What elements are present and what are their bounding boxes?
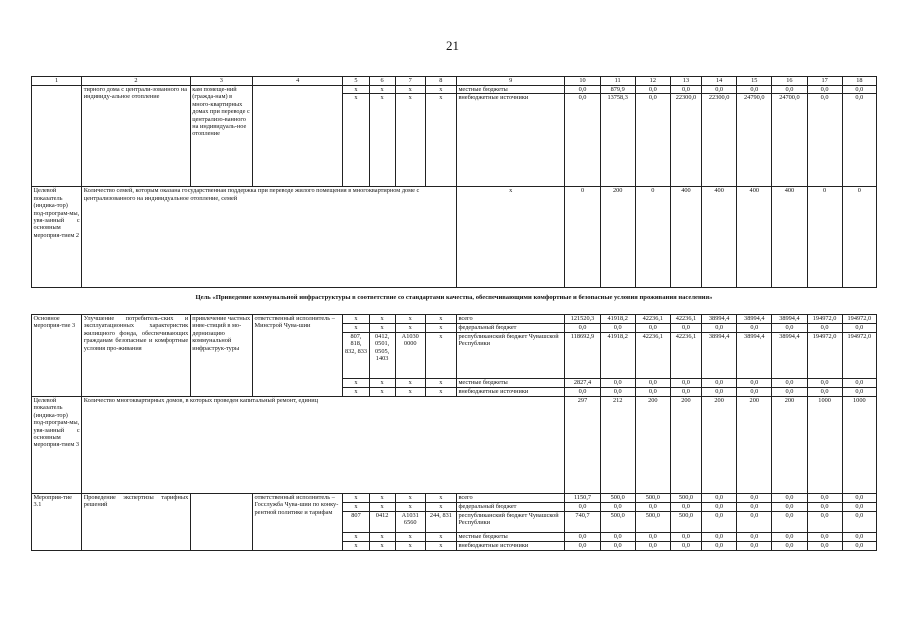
column-header: 16 (772, 77, 807, 86)
indicator-row: Целевой показатель (индика-тор) под-програм-мы, увя-занный с основным мероприя-тием 3 Количество многоквартирных домов, в которых проведен капитальный ремонт, единиц 297 212 200 200 200 200 200 1000 1000 (32, 397, 877, 494)
source-cell: местные бюджеты (456, 533, 565, 542)
activity-label: Основное мероприя-тие 3 (32, 315, 82, 397)
value-cell: 0,0 (807, 324, 842, 333)
value-cell: 0,0 (600, 379, 635, 388)
value-cell: 0,0 (842, 324, 876, 333)
value-cell: 0,0 (635, 503, 670, 512)
value-cell: 0,0 (670, 542, 701, 551)
column-header: 17 (807, 77, 842, 86)
value-cell: 0,0 (737, 324, 772, 333)
value-cell: 0,0 (842, 388, 876, 397)
value-cell: 0,0 (670, 379, 701, 388)
value-cell: 0,0 (702, 494, 737, 503)
value-cell: 0,0 (600, 533, 635, 542)
source-cell: внебюджетные источники (456, 94, 565, 187)
table-row: x x x x внебюджетные источники 0,0 13758,3 0,0 22300,0 22300,0 24790,0 24700,0 0,0 0,0 (32, 94, 877, 187)
indicator-label: Целевой показатель (индика-тор) под-програм-мы, увя-занный с основным мероприя-тием 3 (32, 397, 82, 494)
header-row (32, 77, 877, 86)
column-header: 8 (425, 77, 456, 86)
value-cell: 41918,2 (600, 333, 635, 379)
value-cell: 0,0 (737, 512, 772, 533)
column-header: 6 (369, 77, 395, 86)
indicator-row: Целевой показатель (индика-тор) под-програм-мы, увя-занный с основным мероприя-тием 2 Количество семей, которым оказана государственная поддержка при переводе жилого помещения в многоквартирном доме с централизованного на индивидуальное отопление, семей x 0 200 0 400 400 400 400 0 0 (32, 187, 877, 288)
source-cell: республиканский бюджет Чувашской Республики (456, 512, 565, 533)
executor-cell (253, 86, 343, 187)
column-header: 5 (343, 77, 369, 86)
value-cell: 121520,3 (565, 315, 600, 324)
activity-label: Мероприя-тие 3.1 (32, 494, 82, 551)
value-cell: 42236,1 (635, 333, 670, 379)
value-cell: 0,0 (702, 388, 737, 397)
value-cell: 0,0 (772, 533, 807, 542)
goal-cell (190, 494, 252, 551)
value-cell: 0,0 (842, 512, 876, 533)
value-cell: 500,0 (670, 494, 701, 503)
value-cell: 0,0 (635, 379, 670, 388)
activity-name-cell: Проведение экспертизы тарифных решений (82, 494, 191, 551)
column-header: 18 (842, 77, 876, 86)
activity-name-cell: тирного дома с централи-зованного на индивиду-альное отопление (82, 86, 191, 187)
value-cell: 500,0 (600, 512, 635, 533)
value-cell: 0,0 (772, 324, 807, 333)
goal-cell: кам помеще-ний (гражда-нам) в много-квартирных домах при переводе с централизо-ванного на индивидуаль-ное отопление (190, 86, 252, 187)
value-cell: 194972,0 (807, 333, 842, 379)
value-cell: 500,0 (600, 494, 635, 503)
value-cell: 0,0 (635, 542, 670, 551)
source-cell: федеральный бюджет (456, 324, 565, 333)
value-cell: 38994,4 (702, 333, 737, 379)
code-cell: 807 (343, 512, 369, 533)
column-header: 11 (600, 77, 635, 86)
value-cell: 0,0 (565, 388, 600, 397)
page-number: 21 (446, 38, 459, 53)
value-cell: 118692,9 (565, 333, 600, 379)
code-cell: 0412, 0501, 0505, 1403 (369, 333, 395, 379)
source-cell: внебюджетные источники (456, 542, 565, 551)
value-cell: 194972,0 (842, 333, 876, 379)
value-cell: 2827,4 (565, 379, 600, 388)
value-cell: 0,0 (702, 324, 737, 333)
value-cell: 0,0 (772, 379, 807, 388)
column-header: 3 (190, 77, 252, 86)
value-cell: 38994,4 (737, 333, 772, 379)
source-cell: местные бюджеты (456, 379, 565, 388)
section-title: Цель «Приведение коммунальной инфраструктуры в соответствие со стандартами качества, обеспечивающими комфортные и безопасные условия проживания населения» (195, 294, 713, 301)
code-cell: 244, 831 (425, 512, 456, 533)
value-cell: 0,0 (807, 494, 842, 503)
table-row: x x x x местные бюджеты 0,0 0,0 0,0 0,0 0,0 0,0 0,0 0,0 0,0 (32, 533, 877, 542)
value-cell: 0,0 (670, 324, 701, 333)
code-cell: 807, 818, 832, 833 (343, 333, 369, 379)
value-cell: 740,7 (565, 512, 600, 533)
value-cell: 0,0 (635, 324, 670, 333)
table-row: Основное мероприя-тие 3 Улучшение потребитель-ских и эксплуатационных характеристик жилищного фонда, обеспечивающих гражданам безопасные и комфортные условия про-живания привлечение частных инве-стиций в мо-дернизацию коммунальной инфраструк-туры ответственный исполнитель – Минстрой Чува-шии x x x x всего 121520,3 41918,2 42236,1 42236,1 38994,4 38994,4 38994,4 194972,0 194972,0 (32, 315, 877, 324)
value-cell: 0,0 (600, 503, 635, 512)
value-cell: 0,0 (842, 494, 876, 503)
source-cell: республиканский бюджет Чувашской Республики (456, 333, 565, 379)
value-cell: 0,0 (702, 533, 737, 542)
value-cell: 0,0 (565, 542, 600, 551)
value-cell: 0,0 (635, 533, 670, 542)
column-header: 14 (702, 77, 737, 86)
empty-cell (32, 86, 82, 187)
value-cell: 0,0 (807, 379, 842, 388)
source-cell: федеральный бюджет (456, 503, 565, 512)
bottom-table (31, 314, 877, 551)
column-header: 15 (737, 77, 772, 86)
source-cell: всего (456, 315, 565, 324)
value-cell: 0,0 (600, 542, 635, 551)
value-cell: 0,0 (772, 503, 807, 512)
table-row: x x x x федеральный бюджет 0,0 0,0 0,0 0,0 0,0 0,0 0,0 0,0 0,0 (32, 503, 877, 512)
value-cell: 0,0 (670, 503, 701, 512)
column-header: 12 (635, 77, 670, 86)
value-cell: 0,0 (842, 379, 876, 388)
executor-cell: ответственный исполнитель – Минстрой Чува-шии (253, 315, 343, 397)
table-row: x x x x внебюджетные источники 0,0 0,0 0,0 0,0 0,0 0,0 0,0 0,0 0,0 (32, 388, 877, 397)
table-row: тирного дома с централи-зованного на индивиду-альное отопление кам помеще-ний (гражда-нам) в много-квартирных домах при переводе с централизо-ванного на индивидуаль-ное отопление x x x x местные бюджеты 0,0 879,9 0,0 0,0 0,0 0,0 0,0 0,0 0,0 (32, 86, 877, 94)
value-cell: 0,0 (737, 533, 772, 542)
value-cell: 500,0 (635, 512, 670, 533)
indicator-text: Количество семей, которым оказана государственная поддержка при переводе жилого помещения в многоквартирном доме с централизованного на индивидуальное отопление, семей (82, 187, 457, 288)
column-header: 4 (253, 77, 343, 86)
value-cell: 500,0 (670, 512, 701, 533)
value-cell: 0,0 (842, 533, 876, 542)
table-row: x x x x федеральный бюджет 0,0 0,0 0,0 0,0 0,0 0,0 0,0 0,0 0,0 (32, 324, 877, 333)
value-cell: 1150,7 (565, 494, 600, 503)
value-cell: 0,0 (635, 388, 670, 397)
value-cell: 0,0 (737, 542, 772, 551)
value-cell: 0,0 (807, 388, 842, 397)
value-cell: 0,0 (772, 542, 807, 551)
table-row: x x x x местные бюджеты 2827,4 0,0 0,0 0,0 0,0 0,0 0,0 0,0 0,0 (32, 379, 877, 388)
column-header: 2 (82, 77, 191, 86)
value-cell: 0,0 (737, 494, 772, 503)
value-cell: 194972,0 (807, 315, 842, 324)
value-cell: 0,0 (807, 542, 842, 551)
value-cell: 38994,4 (772, 333, 807, 379)
indicator-label: Целевой показатель (индика-тор) под-програм-мы, увя-занный с основным мероприя-тием 2 (32, 187, 82, 288)
executor-cell: ответственный исполнитель – Госслужба Чува-шии по конку-рентной политике и тарифам (253, 494, 343, 551)
goal-cell: привлечение частных инве-стиций в мо-дернизацию коммунальной инфраструк-туры (190, 315, 252, 397)
column-header: 13 (670, 77, 701, 86)
value-cell: 0,0 (702, 542, 737, 551)
code-cell: 0412 (369, 512, 395, 533)
value-cell: 38994,4 (772, 315, 807, 324)
value-cell: 0,0 (702, 379, 737, 388)
value-cell: 0,0 (737, 379, 772, 388)
value-cell: 0,0 (600, 388, 635, 397)
code-cell: А1031 6560 (395, 512, 425, 533)
value-cell: 0,0 (737, 503, 772, 512)
column-header: 1 (32, 77, 82, 86)
value-cell: 0,0 (670, 388, 701, 397)
column-header: 9 (456, 77, 565, 86)
value-cell: 0,0 (772, 512, 807, 533)
value-cell: 0,0 (565, 503, 600, 512)
source-cell: внебюджетные источники (456, 388, 565, 397)
value-cell: 500,0 (635, 494, 670, 503)
value-cell: 38994,4 (702, 315, 737, 324)
top-table (31, 76, 877, 288)
value-cell: 0,0 (702, 512, 737, 533)
activity-name-cell: Улучшение потребитель-ских и эксплуатационных характеристик жилищного фонда, обеспечивающих гражданам безопасные и комфортные условия про-живания (82, 315, 191, 397)
value-cell: 0,0 (772, 388, 807, 397)
value-cell: 0,0 (565, 324, 600, 333)
value-cell: 0,0 (737, 388, 772, 397)
source-cell: местные бюджеты (456, 86, 565, 94)
value-cell: 0,0 (842, 503, 876, 512)
value-cell: 38994,4 (737, 315, 772, 324)
value-cell: 0,0 (670, 533, 701, 542)
column-header: 7 (395, 77, 425, 86)
value-cell: 0,0 (702, 503, 737, 512)
value-cell: 0,0 (807, 512, 842, 533)
value-cell: 42236,1 (670, 315, 701, 324)
value-cell: 0,0 (600, 324, 635, 333)
code-cell: x (425, 333, 456, 379)
value-cell: 0,0 (842, 542, 876, 551)
value-cell: 41918,2 (600, 315, 635, 324)
source-cell: всего (456, 494, 565, 503)
code-cell: А1030 0000 (395, 333, 425, 379)
table-row: x x x x внебюджетные источники 0,0 0,0 0,0 0,0 0,0 0,0 0,0 0,0 0,0 (32, 542, 877, 551)
value-cell: 42236,1 (670, 333, 701, 379)
value-cell: 0,0 (565, 533, 600, 542)
column-header: 10 (565, 77, 600, 86)
value-cell: 0,0 (772, 494, 807, 503)
table-row: Мероприя-тие 3.1 Проведение экспертизы тарифных решений ответственный исполнитель – Госслужба Чува-шии по конку-рентной политике и тарифам x x x x всего 1150,7 500,0 500,0 500,0 0,0 0,0 0,0 0,0 0,0 (32, 494, 877, 503)
value-cell: 0,0 (807, 503, 842, 512)
value-cell: 42236,1 (635, 315, 670, 324)
indicator-text: Количество многоквартирных домов, в которых проведен капитальный ремонт, единиц (82, 397, 565, 494)
value-cell: 0,0 (807, 533, 842, 542)
value-cell: 194972,0 (842, 315, 876, 324)
